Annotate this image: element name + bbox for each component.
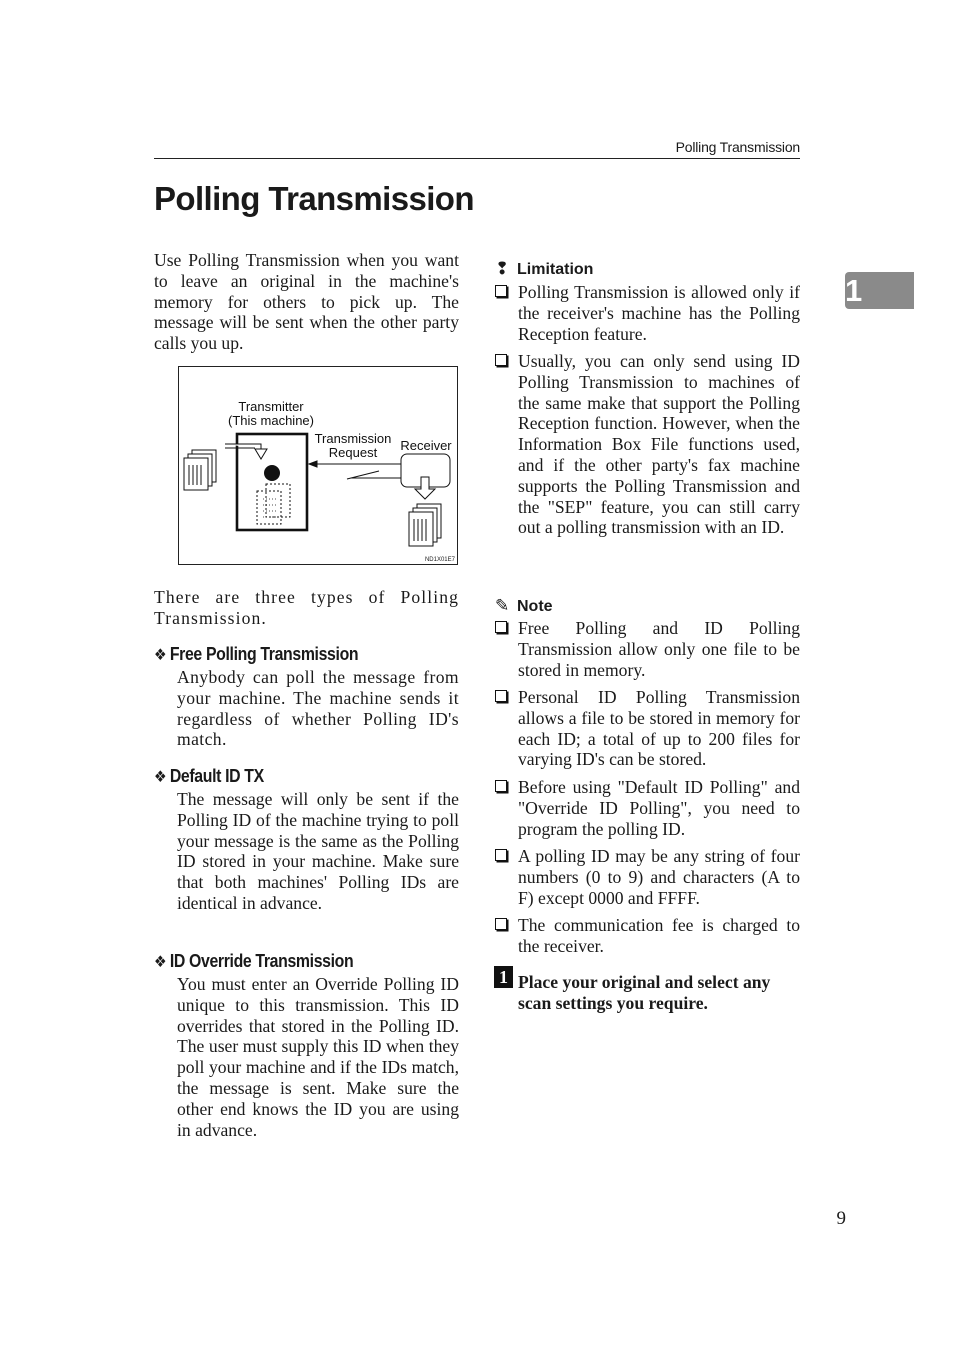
limitation-item (495, 282, 800, 344)
type-heading-default-id (154, 766, 264, 787)
intro-paragraph: Use Polling Transmission when you want to leave an original in the machine's memory for others to pick up. The message will be sent when the other party calls you up. (154, 250, 459, 354)
diagram-code: ND1X01E7 (424, 557, 455, 563)
checkbox-bullet-icon (495, 918, 507, 930)
note-item-text: A polling ID may be any string of four numbers (0 to 9) and characters (A to F) except 0000 and FFFF. (518, 846, 800, 908)
note-item-text: Personal ID Polling Transmission allows a file to be stored in memory for each ID; a total of up to 200 files for varying ID's can be stored. (518, 687, 800, 770)
three-types-paragraph: There are three types of Polling Transmission. (154, 587, 459, 628)
note-heading-text: Note (517, 598, 553, 615)
limitation-item-text: Usually, you can only send using ID Polling Transmission to machines of the same make that support the Polling Reception function. However, when the Information Box File functions used, and if the other party's fax machine supports the Polling Transmission and the "SEP" feature, you can still carry out a polling transmission with an ID. (518, 351, 800, 538)
note-item (495, 687, 800, 770)
pencil-icon: ✎ (495, 596, 510, 615)
note-item-text: Before using "Default ID Polling" and "Override ID Polling", you need to program the polling ID. (518, 777, 800, 839)
running-header: Polling Transmission (675, 139, 800, 155)
type-title: Default ID TX (169, 766, 264, 786)
type-body-id-override: You must enter an Override Polling ID unique to this transmission. This ID overrides that stored in the Polling ID. The user must supply this ID when they poll your machine and if the IDs match, the message is sent. Make sure the other end knows the ID you are using in advance. (177, 974, 459, 1140)
limitation-item (495, 351, 800, 538)
type-body-free-polling: Anybody can poll the message from your machine. The machine sends it regardless of whether Polling ID's match. (177, 667, 459, 750)
chapter-tab (845, 272, 914, 309)
note-item (495, 915, 800, 957)
transmitter-label-line1: Transmitter (238, 399, 304, 414)
request-label-line2: Request (328, 445, 378, 460)
step-number-badge: 1 (494, 966, 513, 988)
request-label-line1: Transmission (314, 431, 392, 446)
request-label (309, 432, 397, 460)
step-instruction: Place your original and select any scan settings you require. (518, 972, 771, 1013)
exclamation-icon: ❢ (495, 259, 510, 278)
note-item (495, 777, 800, 839)
checkbox-bullet-icon (495, 354, 507, 366)
checkbox-bullet-icon (495, 690, 507, 702)
checkbox-bullet-icon (495, 849, 507, 861)
transmitter-label (223, 400, 319, 428)
type-title: Free Polling Transmission (169, 644, 359, 664)
page-number: 9 (836, 1208, 846, 1229)
type-body-default-id: The message will only be sent if the Polling ID of the machine trying to poll your message is the same as the Polling ID stored in your machine. Make sure that both machines' Polling IDs are identical in advance. (177, 789, 459, 913)
polling-diagram (178, 366, 458, 565)
type-heading-free-polling (154, 644, 358, 665)
checkbox-bullet-icon (495, 285, 507, 297)
diamond-bullet-icon: ❖ (154, 954, 167, 971)
diagram-graphic (179, 367, 457, 564)
header-rule (154, 158, 800, 159)
receiver-label: Receiver (400, 438, 452, 453)
checkbox-bullet-icon (495, 621, 507, 633)
chapter-tab-number: 1 (845, 273, 863, 308)
note-item (495, 618, 800, 680)
diamond-bullet-icon: ❖ (154, 647, 167, 664)
page-title: Polling Transmission (154, 180, 474, 217)
type-title: ID Override Transmission (169, 951, 354, 971)
document-stack-left-icon (184, 450, 216, 490)
type-heading-id-override (154, 951, 353, 972)
limitation-heading (495, 259, 593, 279)
transmitter-label-line2: (This machine) (228, 413, 314, 428)
note-item (495, 846, 800, 908)
request-arrow-icon (309, 461, 401, 467)
limitation-heading-text: Limitation (517, 261, 594, 278)
diamond-bullet-icon: ❖ (154, 769, 167, 786)
note-item-text: The communication fee is charged to the receiver. (518, 915, 800, 956)
note-heading (495, 596, 553, 616)
limitation-item-text: Polling Transmission is allowed only if the receiver's machine has the Polling Reception feature. (518, 282, 800, 344)
document-stack-right-icon (409, 504, 441, 546)
note-item-text: Free Polling and ID Polling Transmission allow only one file to be stored in memory. (518, 618, 800, 680)
checkbox-bullet-icon (495, 780, 507, 792)
memory-dot-icon (264, 465, 280, 481)
transmission-line-icon (347, 471, 409, 481)
